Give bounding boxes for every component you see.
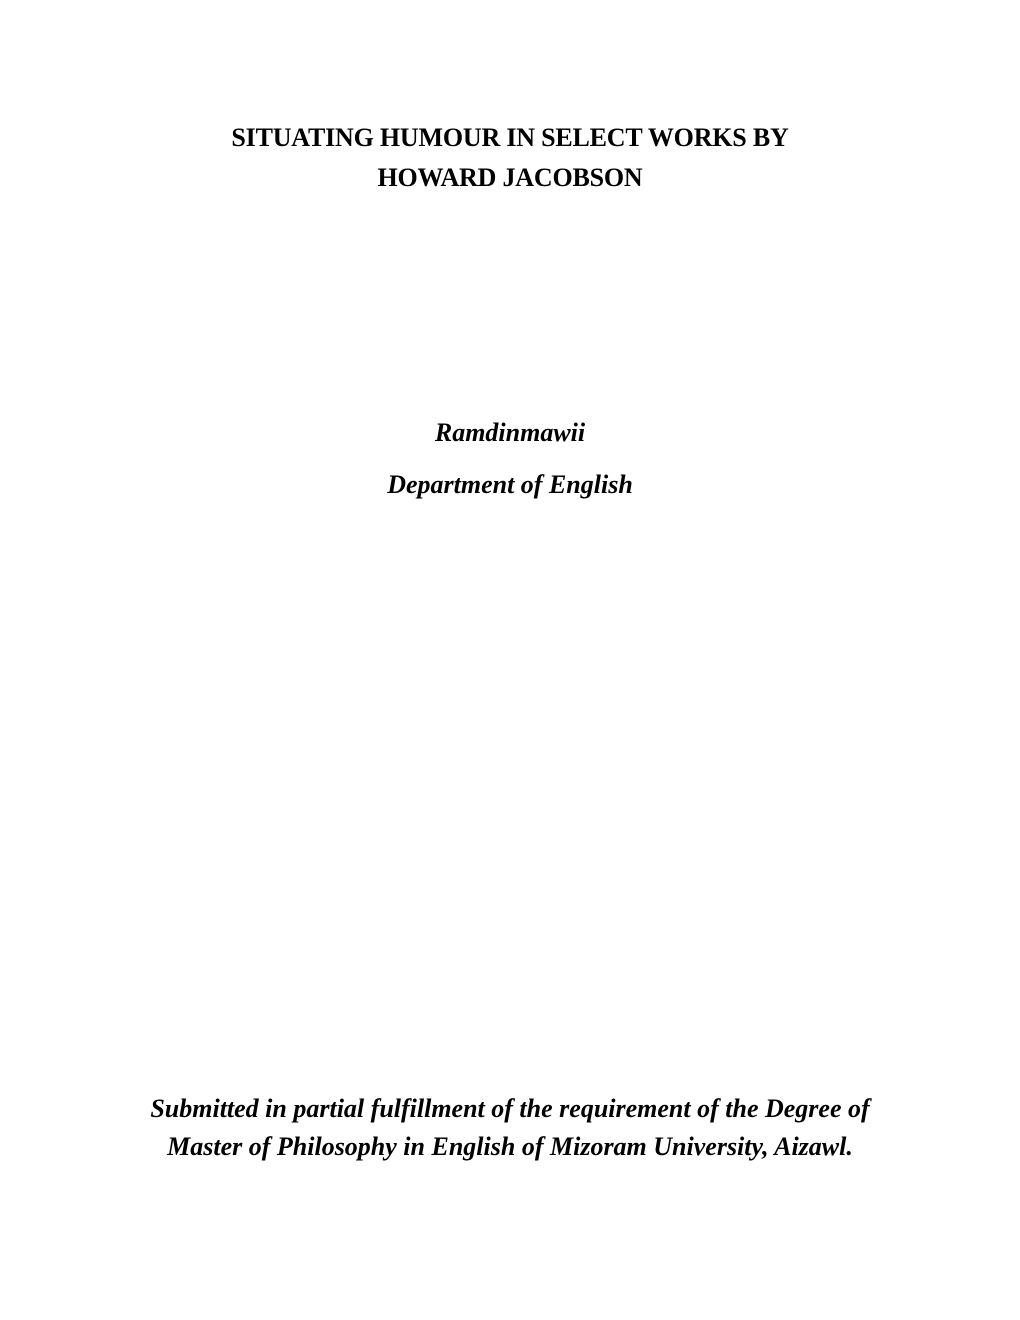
submission-line-1: Submitted in partial fulfillment of the requirement of the Degree of (150, 1094, 870, 1123)
submission-line-2: Master of Philosophy in English of Mizoram University, Aizawl. (167, 1132, 853, 1161)
thesis-title (0, 118, 1020, 198)
submission-statement (0, 1090, 1020, 1166)
thesis-title-line-2: HOWARD JACOBSON (377, 163, 643, 192)
author-block (0, 415, 1020, 503)
department-name: Department of English (387, 470, 633, 499)
thesis-title-line-1: SITUATING HUMOUR IN SELECT WORKS BY (231, 123, 789, 152)
author-name: Ramdinmawii (434, 418, 586, 447)
